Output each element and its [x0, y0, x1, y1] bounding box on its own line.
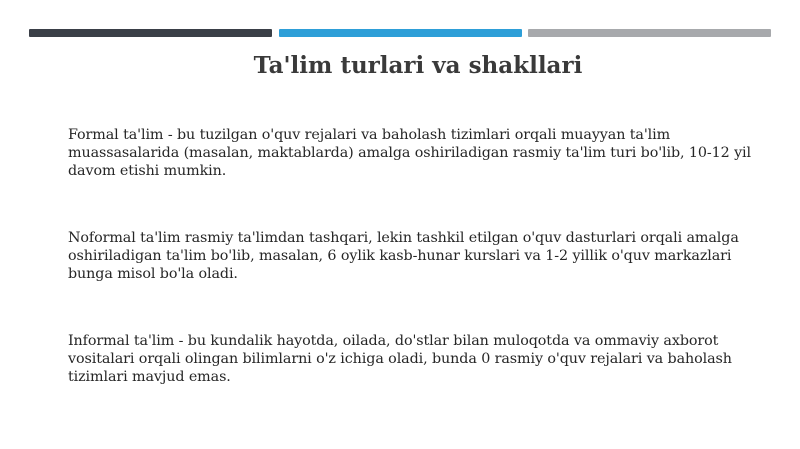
accent-bar-blue	[279, 29, 522, 37]
paragraph-formal: Formal ta'lim - bu tuzilgan o'quv rejalari va baholash tizimlari orqali muayyan ta'lim muassasalarida (masalan, maktablarda) amalga oshiriladigan rasmiy ta'lim turi bo'lib, 10-12 yil davom etishi mumkin.	[68, 127, 752, 179]
paragraph-nonformal: Noformal ta'lim rasmiy ta'limdan tashqari, lekin tashkil etilgan o'quv dasturlari orqali amalga oshiriladigan ta'lim bo'lib, masalan, 6 oylik kasb-hunar kurslari va 1-2 yillik o'quv markazlari bunga misol bo'la oladi.	[68, 230, 739, 282]
slide-title: Ta'lim turlari va shakllari	[253, 52, 583, 79]
paragraph-informal: Informal ta'lim - bu kundalik hayotda, oilada, do'stlar bilan muloqotda va ommaviy axborot vositalari orqali olingan bilimlarni o'z ichiga oladi, bunda 0 rasmiy o'quv rejalari va baholash tizimlari mavjud emas.	[68, 333, 732, 385]
accent-bar-gray	[528, 29, 771, 37]
accent-bar-dark	[29, 29, 272, 37]
